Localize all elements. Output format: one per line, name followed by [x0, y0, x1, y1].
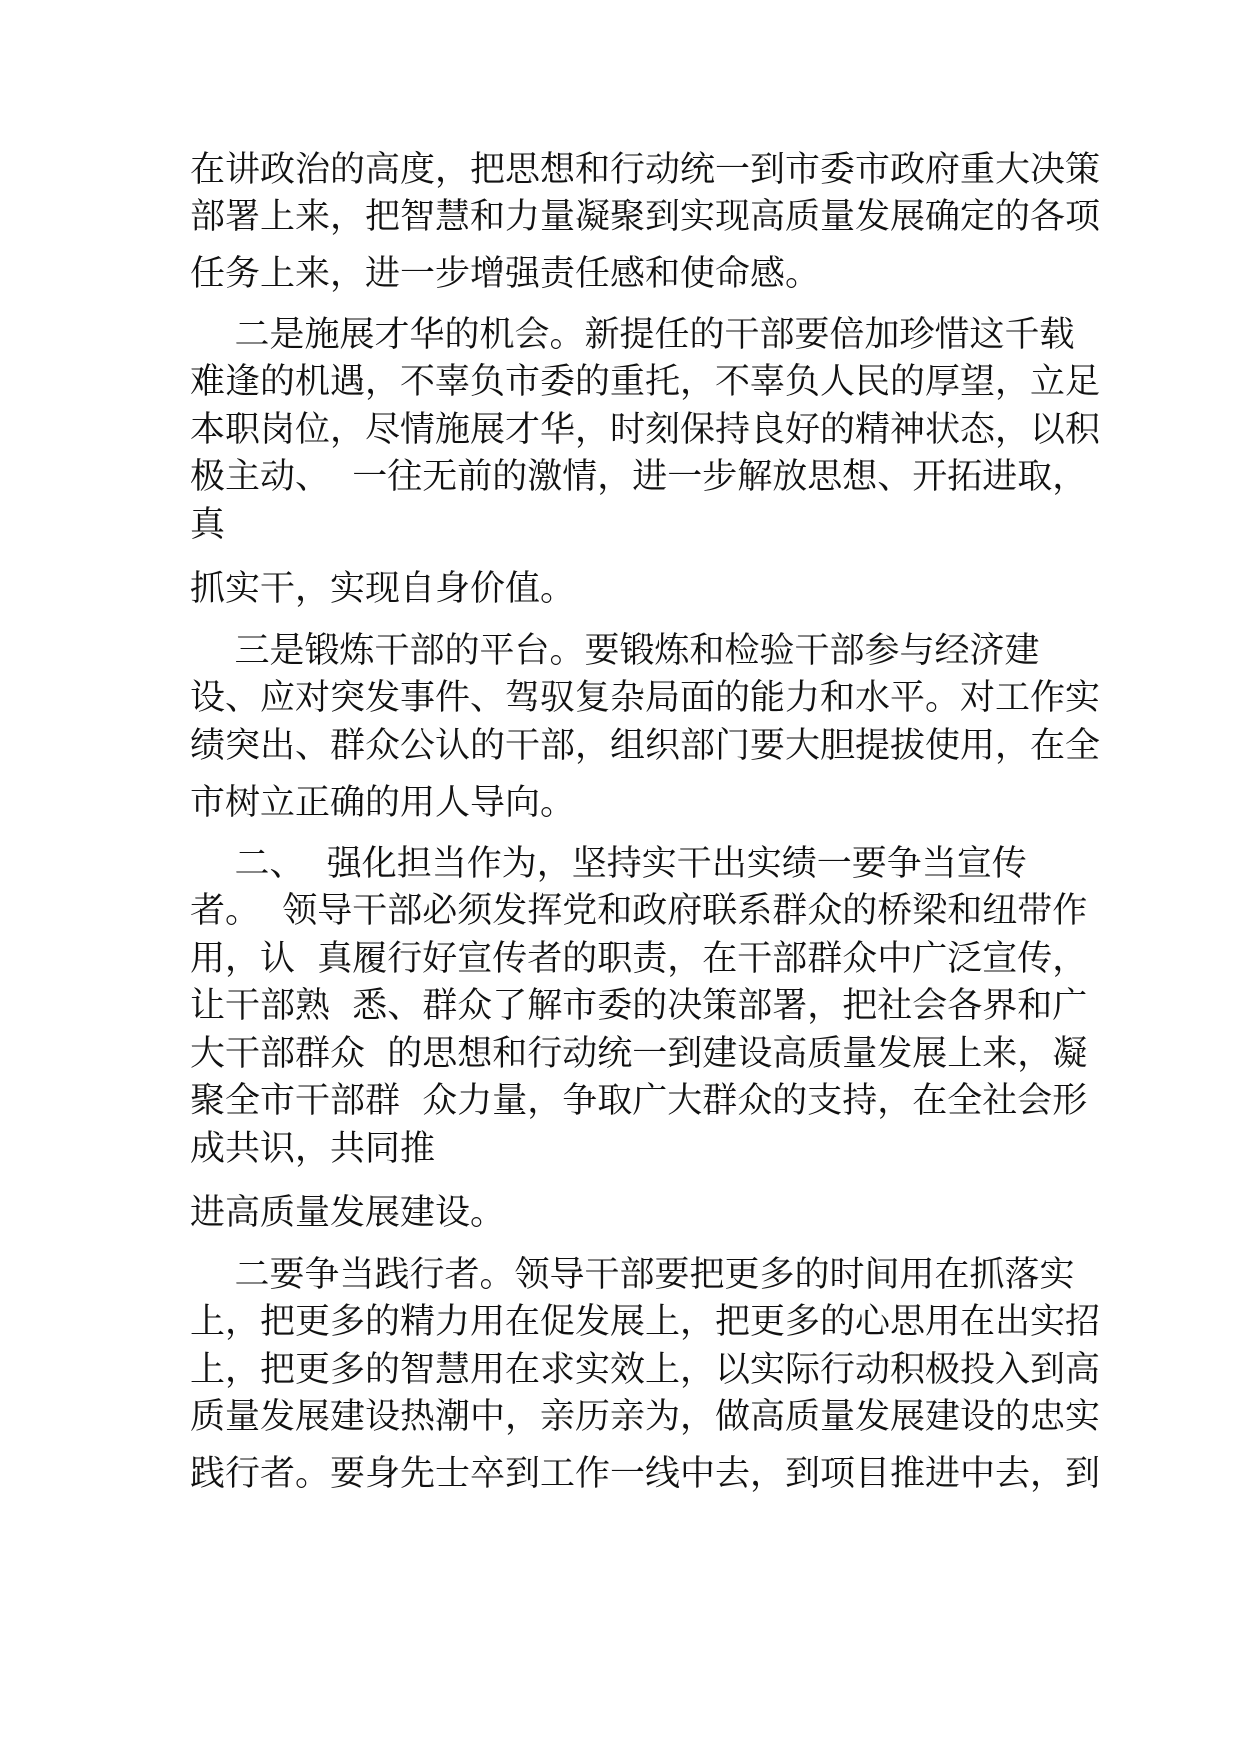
text-line: 质量发展建设热潮中，亲历亲为，做高质量发展建设的忠实: [190, 1397, 1101, 1437]
text-line: 用，认 真履行好宣传者的职责，在干部群众中广泛宣传，: [190, 939, 1088, 979]
text-line: 设、应对突发事件、驾驭复杂局面的能力和水平。对工作实: [190, 678, 1101, 718]
text-line: 让干部熟 悉、群众了解市委的决策部署，把社会各界和广: [190, 986, 1088, 1026]
text-line: 难逢的机遇，不辜负市委的重托，不辜负人民的厚望，立足: [190, 362, 1101, 402]
text-line: 者。 领导干部必须发挥党和政府联系群众的桥梁和纽带作: [190, 891, 1088, 931]
text-line: 市树立正确的用人导向。: [190, 783, 576, 823]
text-line: 践行者。要身先士卒到工作一线中去，到项目推进中去，到: [190, 1454, 1101, 1494]
text-line: 进高质量发展建设。: [190, 1193, 506, 1233]
text-line: 二、 强化担当作为，坚持实干出实绩一要争当宣传: [190, 844, 1027, 884]
text-line: 绩突出、群众公认的干部，组织部门要大胆提拔使用，在全: [190, 726, 1101, 766]
text-line: 部署上来，把智慧和力量凝聚到实现高质量发展确定的各项: [190, 197, 1101, 237]
text-line: 二是施展才华的机会。新提任的干部要倍加珍惜这千载: [190, 315, 1075, 355]
text-line: 上，把更多的智慧用在求实效上，以实际行动积极投入到高: [190, 1350, 1101, 1390]
text-line: 本职岗位，尽情施展才华，时刻保持良好的精神状态，以积: [190, 410, 1101, 450]
text-line: 抓实干，实现自身价值。: [190, 569, 576, 609]
text-line: 成共识，共同推: [190, 1129, 436, 1169]
text-line: 极主动、 一往无前的激情，进一步解放思想、开拓进取，: [190, 457, 1088, 497]
text-line: 聚全市干部群 众力量，争取广大群众的支持，在全社会形: [190, 1081, 1088, 1121]
text-line: 真: [190, 505, 226, 545]
text-line: 三是锻炼干部的平台。要锻炼和检验干部参与经济建: [190, 631, 1040, 671]
text-line: 大干部群众 的思想和行动统一到建设高质量发展上来，凝: [190, 1034, 1088, 1074]
text-line: 上，把更多的精力用在促发展上，把更多的心思用在出实招: [190, 1302, 1101, 1342]
text-line: 二要争当践行者。领导干部要把更多的时间用在抓落实: [190, 1255, 1075, 1295]
text-line: 在讲政治的高度，把思想和行动统一到市委市政府重大决策: [190, 150, 1101, 190]
text-line: 任务上来，进一步增强责任感和使命感。: [190, 254, 821, 294]
